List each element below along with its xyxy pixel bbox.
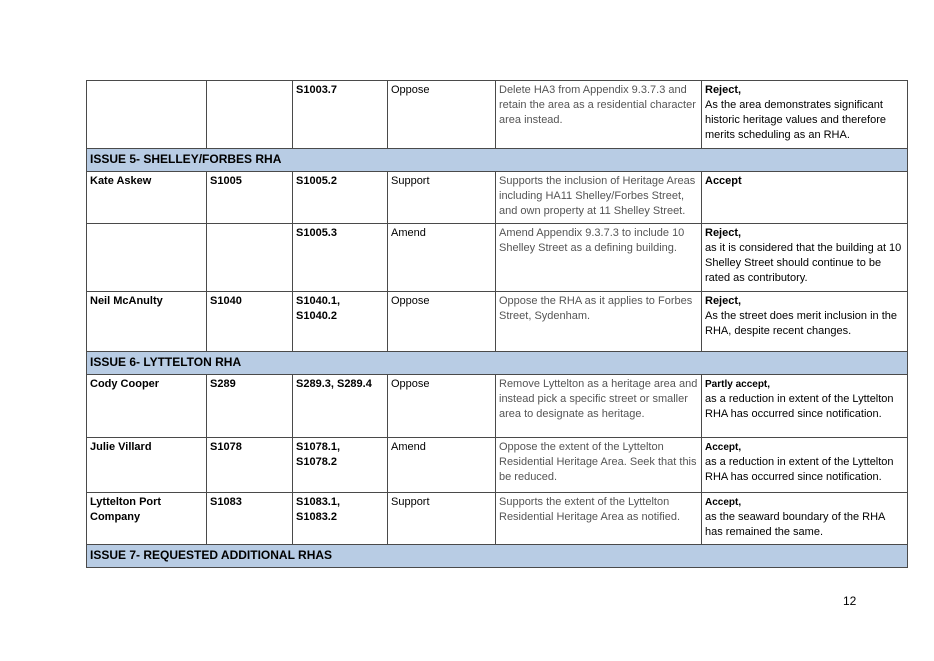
submitter-name: Julie Villard xyxy=(87,438,207,493)
decision: Reject, xyxy=(705,227,742,239)
decision-reason: As the street does merit inclusion in the RHA, despite recent changes. xyxy=(705,310,897,337)
issue-heading: ISSUE 5- SHELLEY/FORBES RHA xyxy=(87,149,908,172)
decision-reason: as the seaward boundary of the RHA has remained the same. xyxy=(705,511,885,538)
submissions-table xyxy=(86,80,908,568)
submitter-number xyxy=(207,81,293,149)
table-row xyxy=(87,292,908,352)
recommendation xyxy=(702,81,908,149)
recommendation xyxy=(702,375,908,438)
submitter-name xyxy=(87,224,207,292)
submission-summary: Supports the inclusion of Heritage Areas including HA11 Shelley/Forbes Street, and own property at 11 Shelley Street. xyxy=(496,172,702,224)
page-number: 12 xyxy=(843,594,857,608)
issue-heading-row xyxy=(87,149,908,172)
decision: Partly accept, xyxy=(705,379,771,390)
submitter-name: Neil McAnulty xyxy=(87,292,207,352)
submission-point: S1005.3 xyxy=(293,224,388,292)
table-row xyxy=(87,375,908,438)
decision-reason: As the area demonstrates significant historic heritage values and therefore merits scheduling as an RHA. xyxy=(705,99,886,141)
submitter-name: Lyttelton Port Company xyxy=(87,493,207,545)
table-row xyxy=(87,493,908,545)
issue-heading-row xyxy=(87,545,908,568)
submitter-name: Kate Askew xyxy=(87,172,207,224)
position: Amend xyxy=(388,224,496,292)
decision: Accept, xyxy=(705,442,742,453)
decision: Reject, xyxy=(705,84,742,96)
decision: Accept xyxy=(705,175,742,187)
issue-heading: ISSUE 6- LYTTELTON RHA xyxy=(87,352,908,375)
submission-point: S1040.1, S1040.2 xyxy=(293,292,388,352)
recommendation xyxy=(702,438,908,493)
submission-summary: Supports the extent of the Lyttelton Residential Heritage Area as notified. xyxy=(496,493,702,545)
issue-heading-row xyxy=(87,352,908,375)
submitter-number: S1040 xyxy=(207,292,293,352)
position: Support xyxy=(388,493,496,545)
recommendation xyxy=(702,493,908,545)
decision: Accept, xyxy=(705,497,742,508)
submission-point: S1003.7 xyxy=(293,81,388,149)
submission-summary: Delete HA3 from Appendix 9.3.7.3 and retain the area as a residential character area instead. xyxy=(496,81,702,149)
submission-summary: Oppose the extent of the Lyttelton Residential Heritage Area. Seek that this be reduced. xyxy=(496,438,702,493)
position: Oppose xyxy=(388,375,496,438)
issue-heading: ISSUE 7- REQUESTED ADDITIONAL RHAS xyxy=(87,545,908,568)
position: Oppose xyxy=(388,292,496,352)
position: Oppose xyxy=(388,81,496,149)
table-row xyxy=(87,438,908,493)
submitter-name: Cody Cooper xyxy=(87,375,207,438)
recommendation xyxy=(702,224,908,292)
submitter-number: S1005 xyxy=(207,172,293,224)
position: Amend xyxy=(388,438,496,493)
submission-summary: Oppose the RHA as it applies to Forbes Street, Sydenham. xyxy=(496,292,702,352)
submission-point: S289.3, S289.4 xyxy=(293,375,388,438)
recommendation xyxy=(702,172,908,224)
submission-point: S1078.1, S1078.2 xyxy=(293,438,388,493)
submission-point: S1083.1, S1083.2 xyxy=(293,493,388,545)
table-row xyxy=(87,81,908,149)
submission-summary: Amend Appendix 9.3.7.3 to include 10 Shelley Street as a defining building. xyxy=(496,224,702,292)
position: Support xyxy=(388,172,496,224)
submitter-number: S1083 xyxy=(207,493,293,545)
decision-reason: as it is considered that the building at 10 Shelley Street should continue to be rated as contributory. xyxy=(705,242,902,284)
table-row xyxy=(87,224,908,292)
table-row xyxy=(87,172,908,224)
submission-summary: Remove Lyttelton as a heritage area and instead pick a specific street or smaller area to designate as heritage. xyxy=(496,375,702,438)
submitter-number: S1078 xyxy=(207,438,293,493)
submitter-name xyxy=(87,81,207,149)
submission-point: S1005.2 xyxy=(293,172,388,224)
submitter-number xyxy=(207,224,293,292)
decision-reason: as a reduction in extent of the Lyttelton RHA has occurred since notification. xyxy=(705,393,894,420)
recommendation xyxy=(702,292,908,352)
decision-reason: as a reduction in extent of the Lyttelton RHA has occurred since notification. xyxy=(705,456,894,483)
submitter-number: S289 xyxy=(207,375,293,438)
decision: Reject, xyxy=(705,295,742,307)
